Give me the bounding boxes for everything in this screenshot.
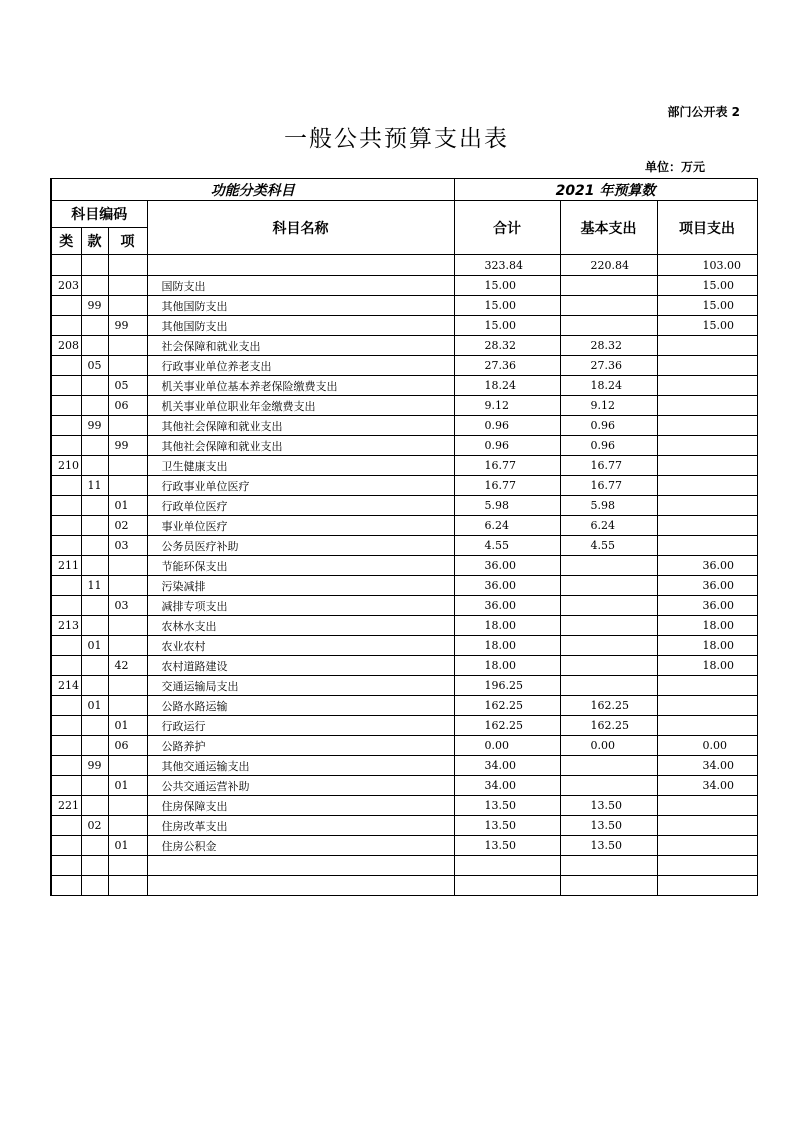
table-row xyxy=(51,696,757,716)
cell-basic xyxy=(560,636,657,656)
cell-subject-name: 卫生健康支出 xyxy=(147,456,454,476)
cell-item xyxy=(108,416,147,436)
cell-total: 36.00 xyxy=(454,556,560,576)
cell-category xyxy=(51,536,81,556)
cell-section xyxy=(81,716,108,736)
cell-project xyxy=(657,356,757,376)
cell-total: 16.77 xyxy=(454,456,560,476)
cell-item xyxy=(108,276,147,296)
table-row xyxy=(51,736,757,756)
cell-total: 4.55 xyxy=(454,536,560,556)
cell-item xyxy=(108,456,147,476)
cell-project xyxy=(657,336,757,356)
cell-basic: 13.50 xyxy=(560,816,657,836)
cell-project xyxy=(657,876,757,896)
cell-project xyxy=(657,716,757,736)
cell-section xyxy=(81,556,108,576)
cell-subject-name: 社会保障和就业支出 xyxy=(147,336,454,356)
table-row xyxy=(51,876,757,896)
cell-item: 01 xyxy=(108,836,147,856)
cell-section xyxy=(81,656,108,676)
cell-section: 99 xyxy=(81,296,108,316)
cell-section xyxy=(81,496,108,516)
cell-subject-name xyxy=(147,876,454,896)
cell-project xyxy=(657,796,757,816)
cell-item xyxy=(108,616,147,636)
cell-category xyxy=(51,636,81,656)
cell-total: 36.00 xyxy=(454,596,560,616)
table-row xyxy=(51,556,757,576)
cell-section xyxy=(81,516,108,536)
cell-section xyxy=(81,376,108,396)
cell-project xyxy=(657,436,757,456)
cell-category xyxy=(51,496,81,516)
cell-item: 03 xyxy=(108,596,147,616)
cell-category xyxy=(51,356,81,376)
table-row xyxy=(51,276,757,296)
cell-item: 99 xyxy=(108,436,147,456)
cell-total: 15.00 xyxy=(454,276,560,296)
cell-section xyxy=(81,396,108,416)
cell-subject-name: 其他交通运输支出 xyxy=(147,756,454,776)
cell-basic: 13.50 xyxy=(560,796,657,816)
cell-subject-name: 农林水支出 xyxy=(147,616,454,636)
table-row xyxy=(51,656,757,676)
cell-subject-name: 住房保障支出 xyxy=(147,796,454,816)
header-total: 合计 xyxy=(454,201,560,255)
cell-total: 9.12 xyxy=(454,396,560,416)
cell-project: 18.00 xyxy=(657,616,757,636)
cell-project xyxy=(657,676,757,696)
cell-category xyxy=(51,596,81,616)
cell-section xyxy=(81,796,108,816)
cell-basic: 18.24 xyxy=(560,376,657,396)
cell-total: 36.00 xyxy=(454,576,560,596)
cell-basic xyxy=(560,596,657,616)
cell-subject-name: 机关事业单位基本养老保险缴费支出 xyxy=(147,376,454,396)
cell-item xyxy=(108,756,147,776)
cell-section: 01 xyxy=(81,696,108,716)
cell-category xyxy=(51,716,81,736)
cell-section xyxy=(81,876,108,896)
table-row xyxy=(51,616,757,636)
cell-subject-name: 农村道路建设 xyxy=(147,656,454,676)
header-basic-expenditure: 基本支出 xyxy=(560,201,657,255)
cell-total: 27.36 xyxy=(454,356,560,376)
table-row xyxy=(51,816,757,836)
cell-project xyxy=(657,536,757,556)
table-row xyxy=(51,536,757,556)
cell-basic xyxy=(560,856,657,876)
cell-project xyxy=(657,396,757,416)
table-row xyxy=(51,576,757,596)
cell-subject-name xyxy=(147,255,454,276)
cell-item xyxy=(108,856,147,876)
cell-section xyxy=(81,336,108,356)
cell-section xyxy=(81,676,108,696)
cell-total: 0.96 xyxy=(454,416,560,436)
cell-category xyxy=(51,776,81,796)
header-subject-name: 科目名称 xyxy=(147,201,454,255)
cell-item: 03 xyxy=(108,536,147,556)
cell-total: 15.00 xyxy=(454,316,560,336)
cell-item xyxy=(108,476,147,496)
table-row xyxy=(51,436,757,456)
cell-subject-name: 国防支出 xyxy=(147,276,454,296)
cell-total: 162.25 xyxy=(454,696,560,716)
cell-project: 36.00 xyxy=(657,556,757,576)
cell-total: 5.98 xyxy=(454,496,560,516)
cell-category: 210 xyxy=(51,456,81,476)
cell-basic: 16.77 xyxy=(560,456,657,476)
cell-basic: 4.55 xyxy=(560,536,657,556)
cell-subject-name: 公共交通运营补助 xyxy=(147,776,454,796)
cell-item xyxy=(108,576,147,596)
cell-basic xyxy=(560,576,657,596)
cell-section xyxy=(81,856,108,876)
cell-section xyxy=(81,536,108,556)
table-row xyxy=(51,796,757,816)
table-row xyxy=(51,396,757,416)
cell-total: 323.84 xyxy=(454,255,560,276)
table-row xyxy=(51,296,757,316)
cell-subject-name: 污染减排 xyxy=(147,576,454,596)
cell-category xyxy=(51,576,81,596)
cell-category xyxy=(51,856,81,876)
cell-category xyxy=(51,836,81,856)
cell-category xyxy=(51,656,81,676)
cell-total: 18.00 xyxy=(454,616,560,636)
cell-subject-name: 交通运输局支出 xyxy=(147,676,454,696)
cell-category: 214 xyxy=(51,676,81,696)
cell-project xyxy=(657,696,757,716)
cell-project: 36.00 xyxy=(657,596,757,616)
table-row xyxy=(51,496,757,516)
cell-item: 05 xyxy=(108,376,147,396)
cell-subject-name: 其他国防支出 xyxy=(147,316,454,336)
cell-basic: 0.96 xyxy=(560,436,657,456)
cell-project: 15.00 xyxy=(657,296,757,316)
cell-section xyxy=(81,776,108,796)
cell-subject-name: 公路水路运输 xyxy=(147,696,454,716)
cell-basic xyxy=(560,316,657,336)
cell-category: 208 xyxy=(51,336,81,356)
cell-total: 18.00 xyxy=(454,636,560,656)
table-row xyxy=(51,856,757,876)
table-row xyxy=(51,716,757,736)
cell-subject-name: 其他社会保障和就业支出 xyxy=(147,436,454,456)
cell-total: 18.00 xyxy=(454,656,560,676)
header-item: 项 xyxy=(108,228,147,255)
cell-total: 34.00 xyxy=(454,776,560,796)
cell-basic xyxy=(560,656,657,676)
cell-project: 34.00 xyxy=(657,776,757,796)
cell-project: 18.00 xyxy=(657,656,757,676)
cell-item xyxy=(108,556,147,576)
cell-project xyxy=(657,496,757,516)
cell-subject-name: 节能环保支出 xyxy=(147,556,454,576)
cell-subject-name: 行政事业单位医疗 xyxy=(147,476,454,496)
page-title: 一般公共预算支出表 xyxy=(284,126,509,152)
header-project-expenditure: 项目支出 xyxy=(657,201,757,255)
cell-subject-name: 其他社会保障和就业支出 xyxy=(147,416,454,436)
cell-section: 99 xyxy=(81,416,108,436)
cell-item: 99 xyxy=(108,316,147,336)
cell-basic xyxy=(560,616,657,636)
cell-category xyxy=(51,476,81,496)
cell-basic xyxy=(560,296,657,316)
cell-project xyxy=(657,836,757,856)
cell-total: 6.24 xyxy=(454,516,560,536)
cell-item xyxy=(108,636,147,656)
cell-project: 34.00 xyxy=(657,756,757,776)
cell-basic: 13.50 xyxy=(560,836,657,856)
cell-total: 13.50 xyxy=(454,836,560,856)
cell-project xyxy=(657,456,757,476)
cell-total: 0.96 xyxy=(454,436,560,456)
cell-project: 18.00 xyxy=(657,636,757,656)
table-row xyxy=(51,255,757,276)
cell-item: 06 xyxy=(108,396,147,416)
cell-basic xyxy=(560,876,657,896)
cell-item xyxy=(108,816,147,836)
cell-subject-name: 事业单位医疗 xyxy=(147,516,454,536)
cell-category: 203 xyxy=(51,276,81,296)
cell-total: 34.00 xyxy=(454,756,560,776)
cell-subject-name: 住房改革支出 xyxy=(147,816,454,836)
cell-item xyxy=(108,356,147,376)
cell-item: 01 xyxy=(108,496,147,516)
cell-section xyxy=(81,316,108,336)
cell-section xyxy=(81,276,108,296)
cell-section: 02 xyxy=(81,816,108,836)
cell-subject-name: 行政单位医疗 xyxy=(147,496,454,516)
cell-item: 01 xyxy=(108,716,147,736)
cell-item xyxy=(108,255,147,276)
cell-subject-name xyxy=(147,856,454,876)
cell-section xyxy=(81,456,108,476)
header-category: 类 xyxy=(51,228,81,255)
cell-project xyxy=(657,376,757,396)
unit-label: 单位：万元 xyxy=(644,160,705,174)
cell-total: 162.25 xyxy=(454,716,560,736)
table-row xyxy=(51,776,757,796)
table-row xyxy=(51,476,757,496)
cell-category: 221 xyxy=(51,796,81,816)
cell-basic: 162.25 xyxy=(560,716,657,736)
cell-basic: 5.98 xyxy=(560,496,657,516)
cell-project: 103.00 xyxy=(657,255,757,276)
cell-item: 42 xyxy=(108,656,147,676)
budget-table xyxy=(50,178,758,896)
cell-project: 15.00 xyxy=(657,316,757,336)
cell-total: 28.32 xyxy=(454,336,560,356)
cell-subject-name: 住房公积金 xyxy=(147,836,454,856)
cell-category: 211 xyxy=(51,556,81,576)
table-row xyxy=(51,516,757,536)
cell-category xyxy=(51,436,81,456)
header-subject-code: 科目编码 xyxy=(51,201,147,228)
cell-total: 13.50 xyxy=(454,816,560,836)
cell-item xyxy=(108,876,147,896)
cell-basic: 220.84 xyxy=(560,255,657,276)
cell-total: 13.50 xyxy=(454,796,560,816)
cell-section: 11 xyxy=(81,476,108,496)
cell-project xyxy=(657,856,757,876)
cell-total: 196.25 xyxy=(454,676,560,696)
cell-section xyxy=(81,836,108,856)
cell-basic: 0.96 xyxy=(560,416,657,436)
cell-section: 05 xyxy=(81,356,108,376)
cell-subject-name: 机关事业单位职业年金缴费支出 xyxy=(147,396,454,416)
cell-item xyxy=(108,676,147,696)
cell-section xyxy=(81,596,108,616)
cell-total: 0.00 xyxy=(454,736,560,756)
cell-basic: 6.24 xyxy=(560,516,657,536)
table-row xyxy=(51,336,757,356)
cell-basic xyxy=(560,676,657,696)
cell-section: 99 xyxy=(81,756,108,776)
cell-item xyxy=(108,796,147,816)
cell-section xyxy=(81,736,108,756)
table-row xyxy=(51,676,757,696)
cell-category xyxy=(51,516,81,536)
cell-basic xyxy=(560,276,657,296)
cell-section xyxy=(81,436,108,456)
cell-category xyxy=(51,816,81,836)
header-budget-year: 2021 年预算数 xyxy=(454,179,757,201)
table-row xyxy=(51,316,757,336)
cell-project xyxy=(657,416,757,436)
cell-basic: 27.36 xyxy=(560,356,657,376)
cell-basic: 0.00 xyxy=(560,736,657,756)
cell-category: 213 xyxy=(51,616,81,636)
cell-total xyxy=(454,856,560,876)
cell-basic xyxy=(560,776,657,796)
cell-total: 18.24 xyxy=(454,376,560,396)
cell-total: 15.00 xyxy=(454,296,560,316)
cell-total: 16.77 xyxy=(454,476,560,496)
cell-project xyxy=(657,476,757,496)
cell-basic: 28.32 xyxy=(560,336,657,356)
cell-basic: 9.12 xyxy=(560,396,657,416)
cell-project xyxy=(657,816,757,836)
cell-item xyxy=(108,336,147,356)
cell-subject-name: 其他国防支出 xyxy=(147,296,454,316)
cell-basic: 162.25 xyxy=(560,696,657,716)
cell-subject-name: 行政事业单位养老支出 xyxy=(147,356,454,376)
cell-item: 02 xyxy=(108,516,147,536)
table-row xyxy=(51,756,757,776)
table-row xyxy=(51,416,757,436)
header-section: 款 xyxy=(81,228,108,255)
cell-category xyxy=(51,376,81,396)
cell-subject-name: 农业农村 xyxy=(147,636,454,656)
cell-category xyxy=(51,296,81,316)
cell-subject-name: 公务员医疗补助 xyxy=(147,536,454,556)
form-number: 部门公开表 2 xyxy=(667,105,740,119)
cell-project: 15.00 xyxy=(657,276,757,296)
cell-project: 0.00 xyxy=(657,736,757,756)
table-row xyxy=(51,636,757,656)
cell-basic xyxy=(560,756,657,776)
cell-section xyxy=(81,616,108,636)
table-row xyxy=(51,456,757,476)
cell-subject-name: 公路养护 xyxy=(147,736,454,756)
cell-section xyxy=(81,255,108,276)
cell-category xyxy=(51,736,81,756)
cell-subject-name: 行政运行 xyxy=(147,716,454,736)
cell-project xyxy=(657,516,757,536)
cell-category xyxy=(51,416,81,436)
cell-section: 11 xyxy=(81,576,108,596)
table-row xyxy=(51,376,757,396)
cell-category xyxy=(51,396,81,416)
cell-item: 01 xyxy=(108,776,147,796)
cell-category xyxy=(51,876,81,896)
header-function-classification: 功能分类科目 xyxy=(51,179,454,201)
cell-basic: 16.77 xyxy=(560,476,657,496)
cell-category xyxy=(51,255,81,276)
cell-project: 36.00 xyxy=(657,576,757,596)
cell-total xyxy=(454,876,560,896)
table-row xyxy=(51,596,757,616)
cell-item xyxy=(108,296,147,316)
cell-category xyxy=(51,696,81,716)
cell-section: 01 xyxy=(81,636,108,656)
cell-category xyxy=(51,756,81,776)
table-row xyxy=(51,356,757,376)
table-row xyxy=(51,836,757,856)
cell-item: 06 xyxy=(108,736,147,756)
cell-category xyxy=(51,316,81,336)
cell-subject-name: 减排专项支出 xyxy=(147,596,454,616)
cell-basic xyxy=(560,556,657,576)
cell-item xyxy=(108,696,147,716)
